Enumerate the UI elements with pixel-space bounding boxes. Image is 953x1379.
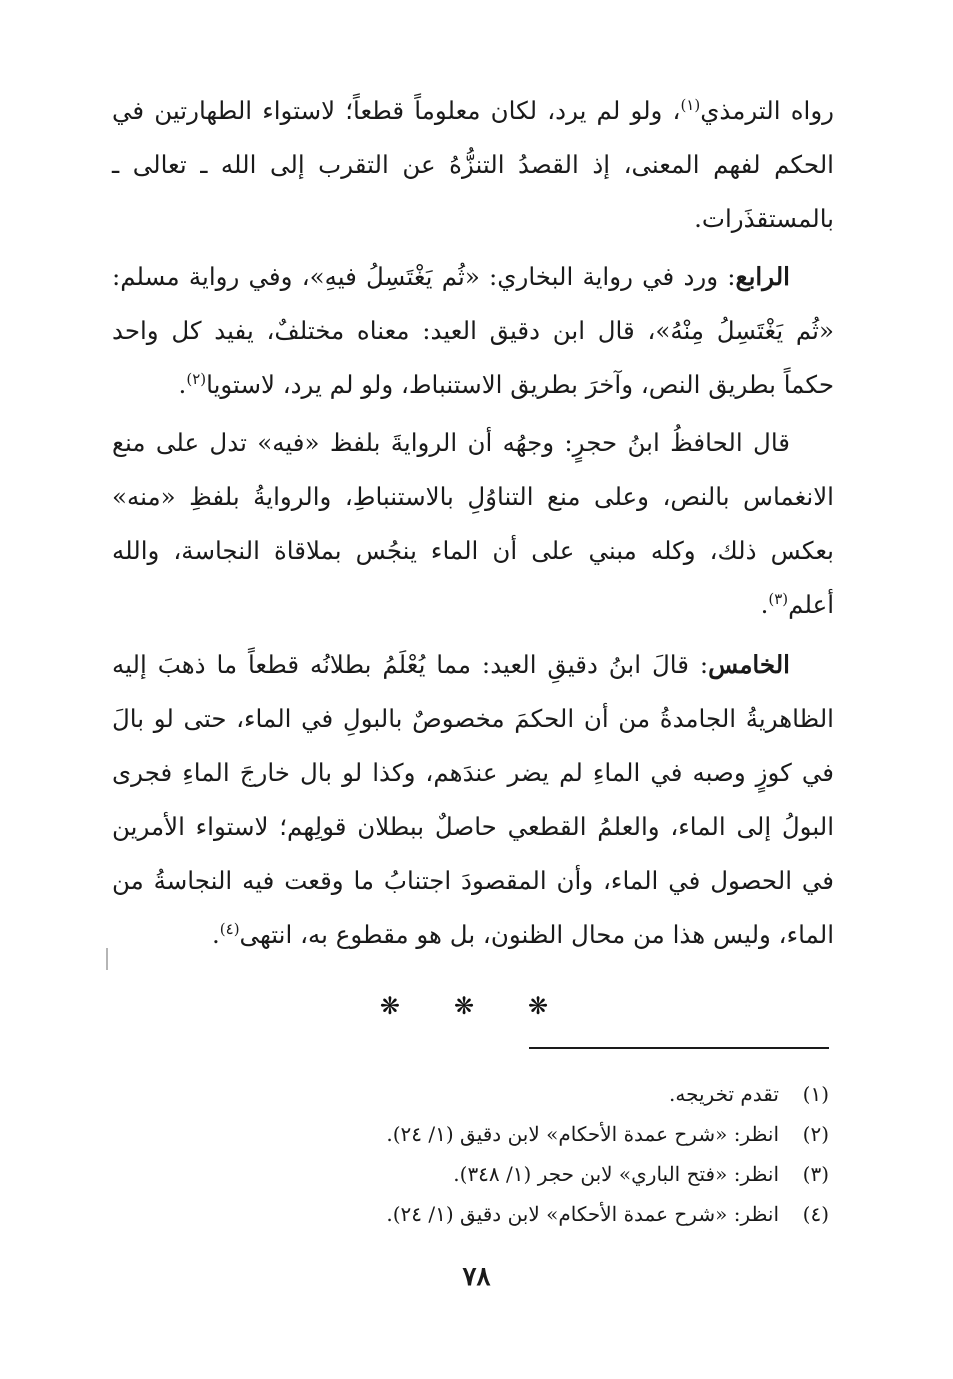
footnote-text: تقدم تخريجه. (669, 1082, 779, 1106)
paragraph-2-lead: الرابع (735, 262, 790, 291)
footnote-number: (١) (802, 1082, 829, 1106)
ornament-star-icon: ❋ (379, 992, 436, 1020)
page-body (112, 84, 834, 1020)
paragraph-4-text-a: : قالَ ابنُ دقيقِ العيد: مما يُعْلَمُ بطلانُه قطعاً ما ذهبَ إليه الظاهريةُ الجامدةُ من أن الحكمَ مخصوصٌ بالبولِ في الماء، حتى لو بالَ في كوزٍ وصبه في الماءِ لم يضر عندَهم، وكذا لو بال خارجَ الماءِ فجرى البولُ إلى الماء، والعلمُ القطعي حاصلٌ ببطلان قولِهم؛ لاستواء الأمرين في الحصول في الماء، وأن المقصودَ اجتنابُ ما وقعت فيه النجاسةُ من الماء، وليس هذا من محال الظنون، بل هو مقطوع به، انتهى (112, 650, 834, 949)
footnote-text: انظر: «فتح الباري» لابن حجر (١/ ٣٤٨). (453, 1162, 779, 1186)
paragraph-3 (112, 416, 834, 632)
footnote-2 (189, 1114, 829, 1154)
paragraph-2 (112, 250, 834, 412)
paragraph-3-text-a: قال الحافظُ ابنُ حجرٍ: وجهُه أن الروايةَ بلفظ «فيه» تدل على منع الانغماس بالنص، وعلى منع التناوُلِ بالاستنباطِ، والروايةُ بلفظِ «منه» بعكس ذلك، وكله مبني على أن الماء ينجُس بملاقاة النجاسة، والله أعلم (112, 428, 834, 619)
paragraph-1 (112, 84, 834, 246)
paragraph-3-text-b: . (760, 590, 769, 619)
footnote-divider (529, 1047, 829, 1049)
scan-speck (106, 948, 108, 970)
ornament-star-icon: ❋ (453, 992, 511, 1020)
ornament-star-icon: ❋ (528, 992, 585, 1020)
footnotes (189, 1074, 829, 1234)
paragraph-1-text-a: رواه الترمذي (700, 96, 834, 125)
footnote-text: انظر: «شرح عمدة الأحكام» لابن دقيق (١/ ٢٤). (386, 1122, 779, 1146)
footnote-text: انظر: «شرح عمدة الأحكام» لابن دقيق (١/ ٢٤). (386, 1202, 779, 1226)
page-number: ٧٨ (462, 1262, 491, 1292)
section-ornament (112, 992, 834, 1020)
footnote-4 (189, 1194, 829, 1234)
footnote-ref-1[interactable]: (١) (680, 95, 701, 114)
footnote-number: (٢) (802, 1122, 829, 1146)
footnote-ref-2[interactable]: (٢) (186, 369, 207, 388)
footnote-number: (٤) (802, 1202, 829, 1226)
paragraph-2-text-b: . (178, 370, 187, 399)
footnote-3 (189, 1154, 829, 1194)
paragraph-4 (112, 638, 834, 962)
footnote-ref-3[interactable]: (٣) (768, 589, 789, 608)
paragraph-2-text-a: : ورد في رواية البخاري: «ثُم يَغْتَسِلُ فيهِ»، وفي رواية مسلم: «ثُم يَغْتَسِلُ مِنْهُ»، قال ابن دقيق العيد: معناه مختلفٌ، يفيد كل واحد حكماً بطريق النص، وآخرَ بطريق الاستنباط، ولو لم يرد، لاستويا (112, 262, 834, 399)
footnote-ref-4[interactable]: (٤) (219, 919, 240, 938)
footnote-1 (189, 1074, 829, 1114)
paragraph-4-lead: الخامس (708, 650, 790, 679)
footnote-number: (٣) (802, 1162, 829, 1186)
paragraph-4-text-b: . (211, 920, 220, 949)
paragraph-1-text-b: ، ولو لم يرد، لكان معلوماً قطعاً؛ لاستواء الطهارتين في الحكم لفهم المعنى، إذ القصدُ التنزُّهُ عن التقرب إلى الله ـ تعالى ـ بالمستقذَرات. (112, 96, 834, 233)
